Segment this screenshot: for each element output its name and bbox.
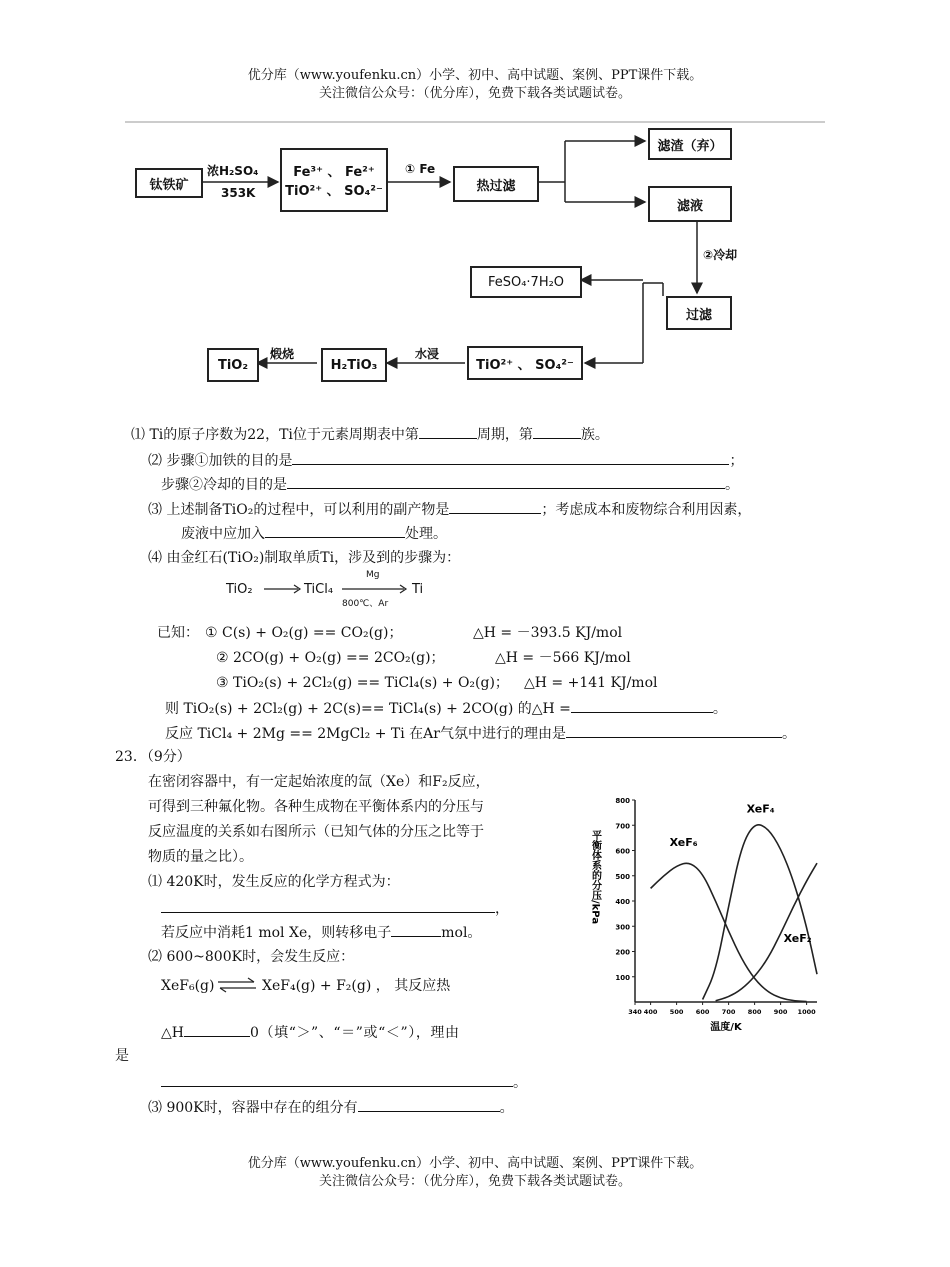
x-tick-label: 800 (747, 1008, 762, 1016)
footer-line-2: 关注微信公众号：（优分库），免费下载各类试题试卷。 (318, 1174, 631, 1189)
equation-3-dh: △H = +141 KJ/mol (524, 675, 658, 691)
y-tick-label: 800 (615, 797, 630, 805)
q23-p1b-blank[interactable] (391, 922, 441, 937)
y-tick-label: 300 (615, 923, 630, 932)
question-reason (165, 723, 796, 744)
y-tick-label: 700 (615, 822, 630, 831)
label-calcine: 煅烧 (270, 347, 295, 361)
q3a-text: ⑶ 上述制备TiO₂的过程中，可以利用的副产物是 (148, 502, 450, 518)
ions-row-1: Fe³⁺ 、 Fe²⁺ (293, 165, 375, 180)
q23-dh-blank[interactable] (184, 1022, 250, 1037)
label-soak: 水浸 (415, 347, 440, 361)
ti-route (226, 570, 446, 610)
route-arrow-2 (340, 582, 410, 596)
y-tick-label: 600 (615, 847, 630, 856)
q3a-end: ；考虑成本和废物综合利用因素， (541, 502, 752, 518)
q23-p1b-end: mol。 (441, 925, 482, 941)
header-line-2: 关注微信公众号：（优分库），免费下载各类试题试卷。 (318, 86, 631, 101)
q2b-blank[interactable] (287, 474, 725, 489)
q23-dh-text: 0（填“＞”、“＝”或“＜”），理由 (249, 1025, 460, 1041)
footer-line-1: 优分库（www.youfenku.cn）小学、初中、高中试题、案例、PPT课件下载。 (247, 1156, 703, 1171)
q23-p1-blank[interactable] (161, 898, 495, 913)
reason-end: 。 (781, 726, 796, 742)
series-label-0: XeF₆ (669, 835, 698, 849)
ions-row-2: TiO²⁺ 、 SO₄²⁻ (285, 184, 383, 199)
y-tick-label: 100 (615, 973, 630, 982)
q23-intro-4: 物质的量之比）。 (148, 849, 253, 865)
equation-2-dh: △H = －566 KJ/mol (495, 650, 631, 666)
route-condition-bottom: 800℃、Ar (342, 599, 389, 609)
q23-shi: 是 (115, 1048, 129, 1064)
question-2a (148, 450, 743, 471)
partial-pressure-chart (585, 790, 835, 1045)
label-step1: ① Fe (405, 162, 436, 176)
x-tick-label: 400 (643, 1008, 658, 1016)
q23-p3-blank[interactable] (358, 1097, 500, 1112)
q23-p1-comma: ， (495, 901, 509, 917)
q23-eq-left: XeF₆(g) (161, 978, 215, 994)
q23-number: 23．（9分） (115, 749, 191, 765)
box-solution: TiO²⁺ 、 SO₄²⁻ (467, 346, 583, 380)
x-tick-label: 700 (721, 1008, 736, 1016)
q3b-blank[interactable] (265, 523, 405, 538)
equation-1-dh: △H = －393.5 KJ/mol (473, 625, 623, 641)
q23-reason-blank[interactable] (161, 1072, 513, 1087)
label-step2: ②冷却 (703, 248, 738, 262)
q3a-blank[interactable] (449, 499, 541, 514)
q2a-blank[interactable] (292, 450, 729, 465)
route-arrow-1 (262, 582, 302, 596)
label-temperature: 353K (221, 186, 256, 200)
question-then (165, 698, 727, 719)
q23-part-3 (148, 1097, 514, 1118)
then-blank[interactable] (571, 698, 713, 713)
process-flow-diagram (125, 118, 825, 408)
x-tick-label: 1000 (797, 1008, 816, 1016)
box-residue: 滤渣（弃） (648, 128, 732, 160)
q1-blank-group[interactable] (533, 424, 581, 439)
y-tick-label: 500 (615, 872, 630, 881)
q23-reason (161, 1072, 527, 1093)
box-filtrate: 滤液 (648, 186, 732, 222)
box-h2tio3: H₂TiO₃ (321, 348, 387, 382)
q2b-text: 步骤②冷却的目的是 (161, 477, 287, 493)
q23-eq-right: XeF₄(g) + F₂(g) ， 其反应热 (262, 978, 451, 994)
q1-blank-period[interactable] (419, 424, 477, 439)
q23-intro-1: 在密闭容器中，有一定起始浓度的氙（Xe）和F₂反应， (148, 774, 490, 790)
q23-part-1: ⑴ 420K时，发生反应的化学方程式为： (148, 874, 400, 890)
q23-p3-text: ⑶ 900K时，容器中存在的组分有 (148, 1100, 358, 1116)
reason-blank[interactable] (566, 723, 782, 738)
box-ferrous-sulfate: FeSO₄·7H₂O (470, 266, 582, 298)
box-tio2: TiO₂ (207, 348, 259, 382)
q23-intro-2: 可得到三种氟化物。各种生成物在平衡体系内的分压与 (148, 799, 484, 815)
q23-dh (161, 1022, 460, 1043)
y-tick-label: 400 (615, 898, 630, 906)
reason-text: 反应 TiCl₄ + 2Mg == 2MgCl₂ + Ti 在Ar气氛中进行的理由是 (165, 726, 566, 742)
then-text: 则 TiO₂(s) + 2Cl₂(g) + 2C(s)== TiCl₄(s) + 2CO(g) 的△H = (165, 701, 571, 717)
question-1 (131, 424, 609, 445)
question-3b (181, 523, 447, 544)
series-label-2: XeF₂ (783, 932, 812, 946)
box-ions (280, 148, 388, 212)
label-reagent: 浓H₂SO₄ (207, 164, 259, 178)
question-4: ⑷ 由金红石(TiO₂)制取单质Ti，涉及到的步骤为： (148, 550, 461, 566)
route-tio2: TiO₂ (226, 582, 253, 597)
q1-text: ⑴ Ti的原子序数为22，Ti位于元素周期表中第 (131, 427, 419, 443)
equation-1: ① C(s) + O₂(g) == CO₂(g)； (205, 625, 403, 641)
q23-dh-label: △H (161, 1025, 184, 1041)
x-axis-label: 温度/K (710, 1022, 742, 1033)
equation-2: ② 2CO(g) + O₂(g) == 2CO₂(g)； (216, 650, 445, 666)
x-tick-label: 600 (695, 1008, 710, 1016)
question-2b (161, 474, 739, 495)
q1-mid: 周期，第 (476, 427, 533, 443)
box-filter: 过滤 (666, 296, 732, 330)
y-axis-label: 平衡体系的分压/kPa (589, 830, 601, 925)
equilibrium-arrow-icon (216, 976, 258, 994)
route-condition-top: Mg (366, 570, 380, 580)
q23-part-1b (161, 922, 481, 943)
route-ticl4: TiCl₄ (304, 582, 334, 597)
route-ti: Ti (412, 582, 424, 597)
q3b-text: 废液中应加入 (181, 526, 265, 542)
q23-p1b-text: 若反应中消耗1 mol Xe，则转移电子 (161, 925, 392, 941)
box-hot-filter: 热过滤 (453, 166, 539, 202)
q23-part-1-answer (161, 898, 509, 919)
x-tick-label: 340 (628, 1008, 642, 1016)
q2b-end: 。 (725, 477, 739, 493)
question-3a (148, 499, 751, 520)
x-tick-label: 500 (669, 1008, 684, 1016)
q2a-text: ⑵ 步骤①加铁的目的是 (148, 453, 293, 469)
known-label: 已知： (157, 625, 199, 641)
q2a-end: ； (729, 453, 744, 469)
q1-end: 族。 (580, 427, 609, 443)
box-ore: 钛铁矿 (135, 168, 203, 198)
y-tick-label: 200 (615, 948, 630, 957)
q23-part-2: ⑵ 600~800K时，会发生反应： (148, 949, 355, 965)
header-line-1: 优分库（www.youfenku.cn）小学、初中、高中试题、案例、PPT课件下载。 (247, 68, 703, 83)
series-label-1: XeF₄ (746, 802, 775, 816)
x-tick-label: 900 (773, 1008, 788, 1016)
q3b-end: 处理。 (405, 526, 447, 542)
equation-3: ③ TiO₂(s) + 2Cl₂(g) == TiCl₄(s) + O₂(g)； (216, 675, 509, 691)
q23-intro-3: 反应温度的关系如右图所示（已知气体的分压之比等于 (148, 824, 484, 840)
q23-reason-end: 。 (513, 1075, 527, 1091)
q23-p3-end: 。 (499, 1100, 514, 1116)
then-end: 。 (712, 701, 727, 717)
